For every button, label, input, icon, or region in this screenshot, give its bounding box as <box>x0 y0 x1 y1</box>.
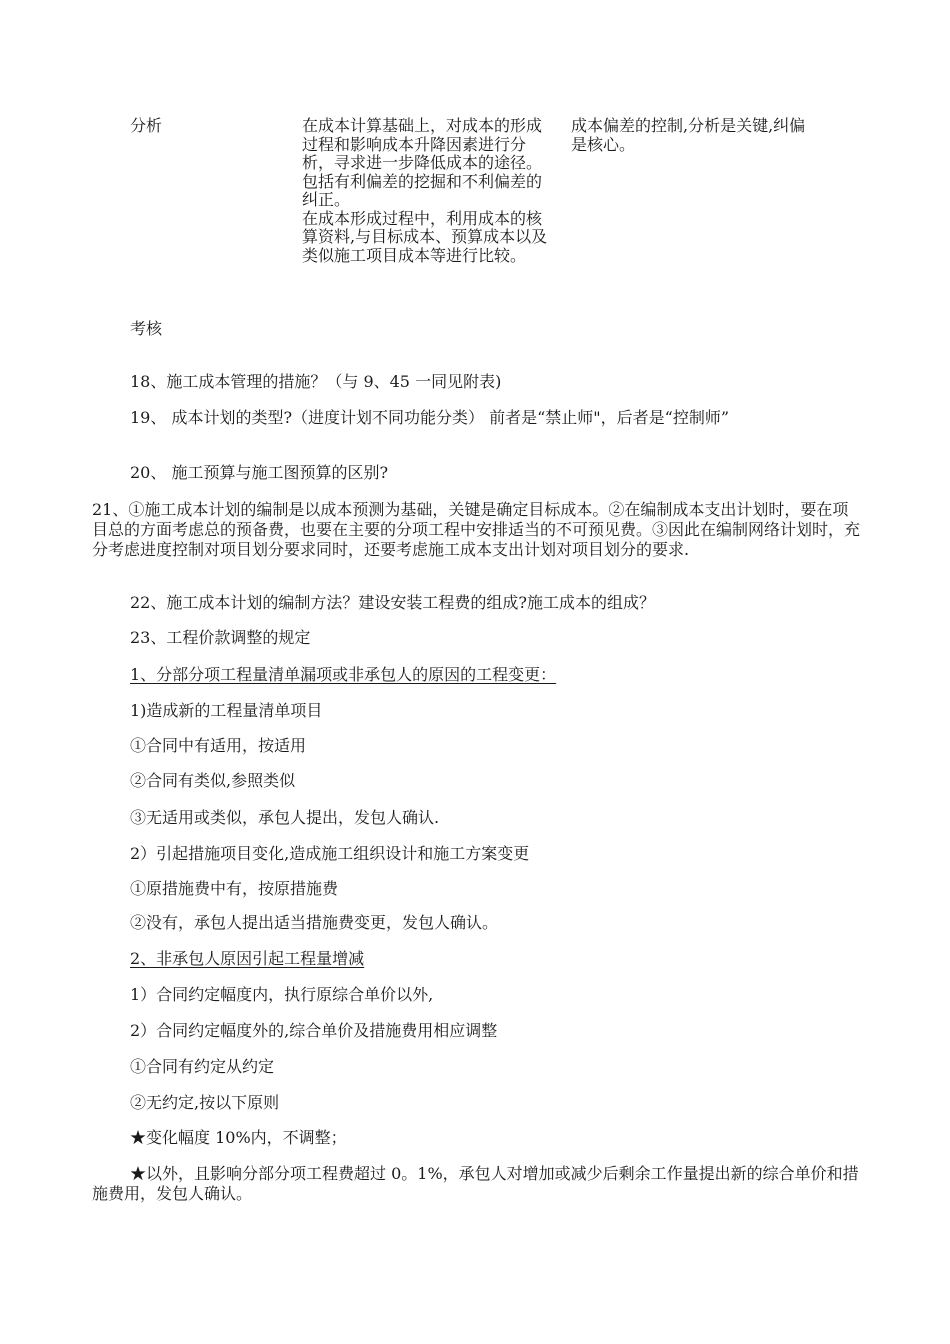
paragraph-18: 18、施工成本管理的措施？（与 9、45 一同见附表) <box>130 372 502 391</box>
table-cell-content <box>302 117 554 265</box>
list-item: 2）引起措施项目变化,造成施工组织设计和施工方案变更 <box>130 844 530 863</box>
list-item: ②无约定,按以下原则 <box>130 1093 280 1112</box>
section-heading-1-text: 1、分部分项工程量清单漏项或非承包人的原因的工程变更： <box>130 665 557 684</box>
list-item: 2）合同约定幅度外的,综合单价及措施费用相应调整 <box>130 1021 498 1040</box>
paragraph-20: 20、 施工预算与施工图预算的区别? <box>130 463 389 482</box>
paragraph-21: 21、①施工成本计划的编制是以成本预测为基础，关键是确定目标成本。②在编制成本支出计划时，要在项目总的方面考虑总的预备费，也要在主要的分项工程中安排适当的不可预见费。③因此在编制网络计划时，充分考虑进度控制对项目划分要求同时，还要考虑施工成本支出计划对项目划分的要求. <box>92 500 861 559</box>
list-item: ①合同中有适用，按适用 <box>130 736 307 755</box>
paragraph-23: 23、工程价款调整的规定 <box>130 628 311 647</box>
list-item: ③无适用或类似，承包人提出，发包人确认. <box>130 808 440 827</box>
section-heading-2 <box>92 949 864 969</box>
section-heading-2-text: 2、非承包人原因引起工程量增减 <box>130 949 365 968</box>
list-item: 1)造成新的工程量清单项目 <box>130 701 323 720</box>
section-heading-1 <box>92 665 864 685</box>
kaohe-label: 考核 <box>130 319 163 338</box>
table-cell-note: 成本偏差的控制,分析是关键,纠偏是核心。 <box>571 116 806 154</box>
list-item: ②合同有类似,参照类似 <box>130 771 296 790</box>
table-cell-label: 分析 <box>130 116 163 135</box>
paragraph-22: 22、施工成本计划的编制方法？建设安装工程费的组成?施工成本的组成？ <box>130 593 655 612</box>
list-item: ★变化幅度 10%内，不调整； <box>130 1128 347 1147</box>
list-item: ★以外，且影响分部分项工程费超过 0。1%，承包人对增加或减少后剩余工作量提出新的综合单价和措施费用，发包人确认。 <box>92 1164 859 1203</box>
paragraph-19: 19、 成本计划的类型?（进度计划不同功能分类） 前者是“禁止师"，后者是“控制师” <box>130 408 730 427</box>
list-item: 1）合同约定幅度内，执行原综合单价以外, <box>130 985 434 1004</box>
list-item: ①合同有约定从约定 <box>130 1057 275 1076</box>
list-item: ②没有，承包人提出适当措施费变更，发包人确认。 <box>130 913 499 932</box>
content-paragraph-2: 在成本形成过程中，利用成本的核算资料,与目标成本、预算成本以及类似施工项目成本等进行比较。 <box>302 208 548 265</box>
content-paragraph-1: 在成本计算基础上，对成本的形成过程和影响成本升降因素进行分析，寻求进一步降低成本的途径。包括有利偏差的挖掘和不利偏差的纠正。 <box>302 116 543 209</box>
list-item: ①原措施费中有，按原措施费 <box>130 879 339 898</box>
